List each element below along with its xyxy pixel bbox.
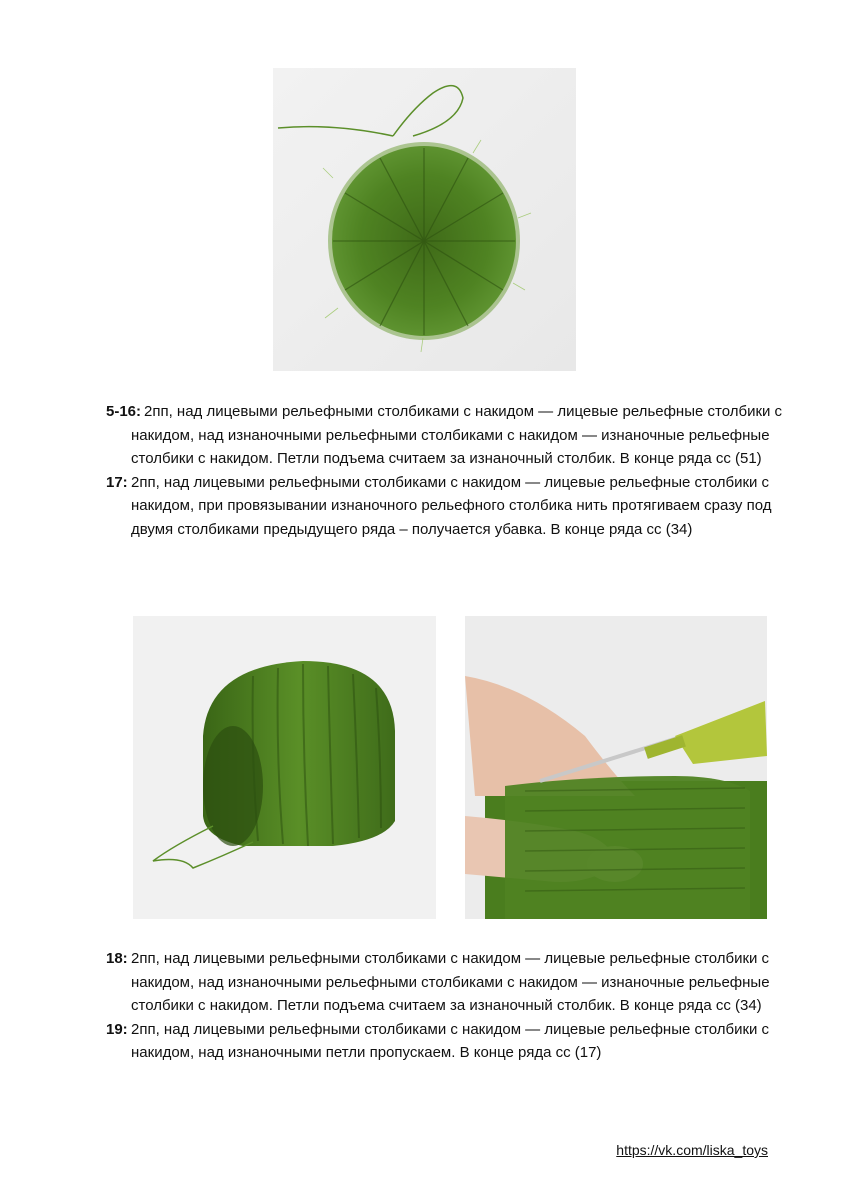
step-text: 2пп, над лицевыми рельефными столбиками с накидом — лицевые рельефные столбики с накидом, при провязывании изнаночного рельефного столбика нить протягиваем сразу под двумя столбиками предыдущего ряда – получается убавка. В конце ряда сс (34) [131, 473, 772, 538]
step-number: 19: [106, 1020, 128, 1038]
photo-crochet-circle [273, 68, 576, 371]
step-text: 2пп, над лицевыми рельефными столбиками с накидом — лицевые рельефные столбики с накидом, над изнаночными петли пропускаем. В конце ряда сс (17) [131, 1020, 770, 1062]
step-number: 18: [106, 950, 128, 967]
step-text: 2пп, над лицевыми рельефными столбиками с накидом — лицевые рельефные столбики с накидом, над изнаночными рельефными столбиками с накидом — изнаночные рельефные столбики с накидом. Петли подъема считаем за изнаночный столбик. В конце ряда сс (51) [131, 403, 783, 468]
step-5-16 [106, 400, 786, 471]
step-19 [106, 1018, 786, 1065]
step-number: 5-16: [106, 403, 142, 420]
instructions-block-1 [106, 400, 786, 542]
footer-vk-link[interactable]: https://vk.com/liska_toys [616, 1142, 768, 1158]
step-17 [106, 471, 786, 542]
step-text: 2пп, над лицевыми рельефными столбиками с накидом — лицевые рельефные столбики с накидом, над изнаночными рельефными столбиками с накидом — изнаночные рельефные столбики с накидом. Петли подъема считаем за изнаночный столбик. В конце ряда сс (34) [131, 950, 770, 1015]
photo-crochet-tube [133, 616, 436, 919]
instructions-block-2 [106, 947, 786, 1065]
step-18 [106, 947, 786, 1018]
step-number: 17: [106, 473, 128, 491]
photo-hand-with-hook [465, 616, 767, 919]
